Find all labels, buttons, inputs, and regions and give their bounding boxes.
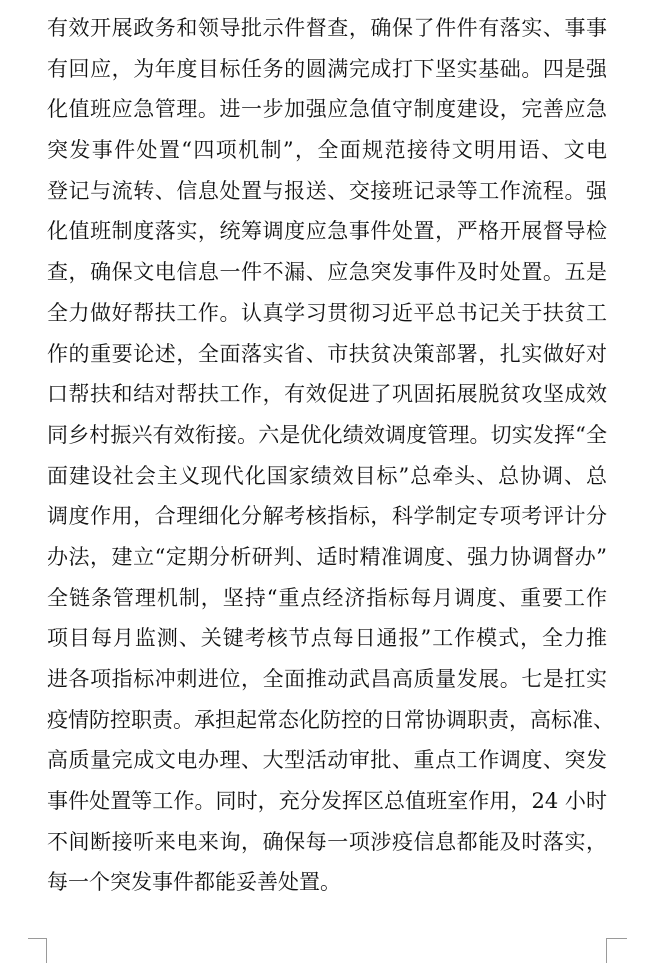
text-line: 办法，建立“定期分析研判、适时精准调度、强力协调督办”: [47, 544, 607, 569]
text-line: 疫情防控职责。承担起常态化防控的日常协调职责，高标准、: [47, 707, 614, 732]
text-line: 面建设社会主义现代化国家绩效目标”总牵头、总协调、总: [47, 463, 607, 488]
text-line: 不间断接听来电来询，确保每一项涉疫信息都能及时落实，: [47, 829, 607, 854]
text-line: 同乡村振兴有效衔接。六是优化绩效调度管理。切实发挥“全: [47, 422, 607, 447]
text-line: 登记与流转、信息处置与报送、交接班记录等工作流程。强: [47, 178, 607, 203]
text-line: 项目每月监测、关键考核节点每日通报”工作模式，全力推: [47, 626, 607, 651]
text-line: 口帮扶和结对帮扶工作，有效促进了巩固拓展脱贫攻坚成效: [47, 382, 607, 407]
text-line: 全力做好帮扶工作。认真学习贯彻习近平总书记关于扶贫工: [47, 300, 607, 325]
text-line: 作的重要论述，全面落实省、市扶贫决策部署，扎实做好对: [47, 341, 607, 366]
text-line: 查，确保文电信息一件不漏、应急突发事件及时处置。五是: [47, 260, 607, 285]
body-text: [47, 8, 614, 903]
text-line: 全链条管理机制，坚持“重点经济指标每月调度、重要工作: [47, 585, 607, 610]
text-line: 高质量完成文电办理、大型活动审批、重点工作调度、突发: [47, 748, 607, 773]
text-line: 进各项指标冲刺进位，全面推动武昌高质量发展。七是扛实: [47, 667, 607, 691]
text-line: 化值班应急管理。进一步加强应急值守制度建设，完善应急: [47, 97, 607, 122]
text-line: 化值班制度落实，统筹调度应急事件处置，严格开展督导检: [47, 219, 607, 244]
text-line: 有回应，为年度目标任务的圆满完成打下坚实基础。四是强: [47, 56, 607, 81]
page-margin-marker-bottom-right: [606, 938, 627, 963]
text-line: 事件处置等工作。同时，充分发挥区总值班室作用，24 小时: [47, 789, 607, 814]
text-line: 有效开展政务和领导批示件督查，确保了件件有落实、事事: [47, 16, 607, 40]
text-line: 调度作用，合理细化分解考核指标，科学制定专项考评计分: [47, 504, 607, 529]
page-margin-marker-bottom-left: [28, 938, 47, 963]
text-line: 突发事件处置“四项机制”，全面规范接待文明用语、文电: [47, 138, 607, 163]
text-line: 每一个突发事件都能妥善处置。: [47, 870, 341, 895]
